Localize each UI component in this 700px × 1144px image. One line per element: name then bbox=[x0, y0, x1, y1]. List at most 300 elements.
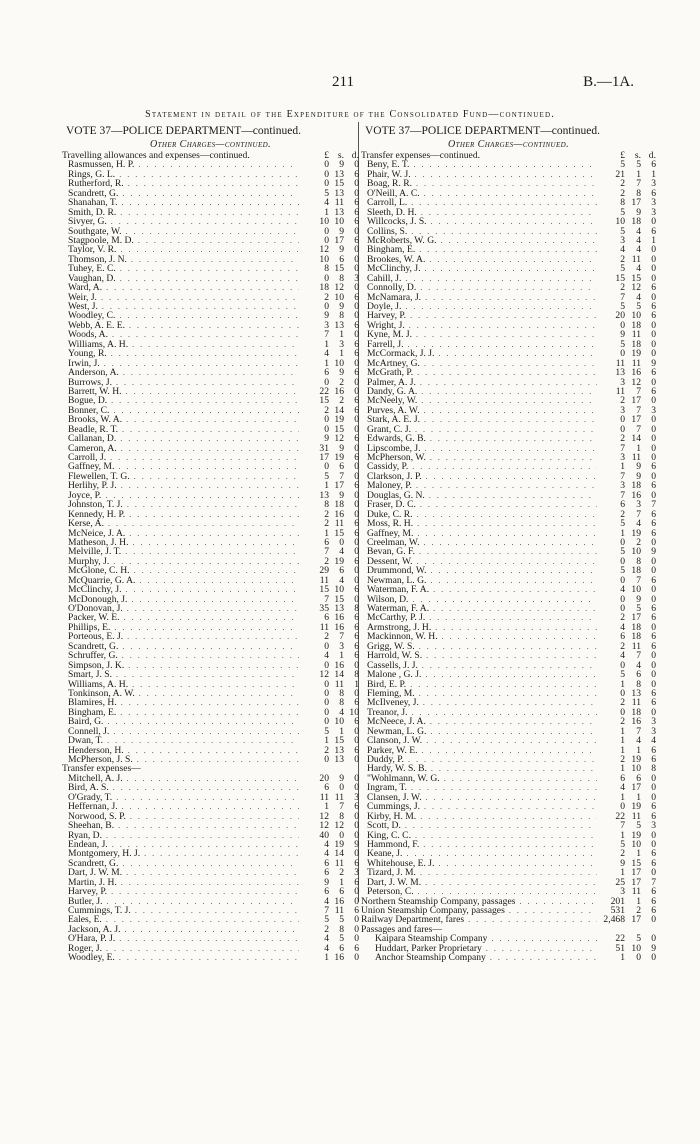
table-row bbox=[62, 387, 359, 396]
table-row bbox=[361, 378, 656, 387]
entry-amount bbox=[597, 812, 656, 821]
entry-amount bbox=[597, 736, 656, 745]
pence: 0 bbox=[354, 547, 359, 557]
entry-amount bbox=[597, 538, 656, 547]
entry-amount bbox=[299, 595, 359, 604]
pounds: 7 bbox=[324, 906, 329, 916]
entry-name: Fraser, D. C. bbox=[367, 500, 416, 510]
pounds: 2,468 bbox=[603, 915, 625, 925]
pence: 6 bbox=[354, 528, 359, 538]
pence: 0 bbox=[651, 453, 656, 463]
table-row bbox=[62, 727, 359, 736]
pence: 0 bbox=[354, 773, 359, 784]
shillings: 11 bbox=[631, 641, 641, 652]
shillings: 8 bbox=[339, 811, 344, 822]
entry-name: Collins, S. bbox=[367, 226, 408, 236]
pounds: 2 bbox=[324, 509, 329, 520]
entry-amount bbox=[597, 802, 656, 811]
entry-amount bbox=[597, 510, 656, 519]
table-row bbox=[62, 613, 359, 622]
section-title: Transfer expenses—continued. bbox=[361, 151, 481, 161]
entry-amount bbox=[299, 840, 359, 849]
table-row bbox=[62, 670, 359, 679]
entry-name: Wright, J. bbox=[367, 320, 405, 331]
pounds: 0 bbox=[324, 707, 329, 718]
entry-name: McClinchy, J. bbox=[367, 264, 421, 274]
entry-name: Bird, A. S. bbox=[68, 783, 109, 793]
entry-amount bbox=[299, 632, 359, 641]
entry-amount bbox=[299, 359, 359, 368]
pence: 6 bbox=[651, 755, 656, 765]
pounds: 2 bbox=[324, 924, 329, 935]
shillings: 13 bbox=[334, 755, 344, 765]
pounds: 15 bbox=[319, 585, 329, 595]
entry-amount bbox=[299, 415, 359, 424]
pounds: 1 bbox=[620, 679, 625, 689]
pence: 6 bbox=[651, 226, 656, 236]
shillings: 7 bbox=[339, 802, 344, 812]
pounds: 5 bbox=[620, 547, 625, 557]
shillings: 18 bbox=[631, 622, 641, 633]
pence: 6 bbox=[354, 906, 359, 916]
entry-name: Clansen, J. W. bbox=[367, 792, 422, 803]
entry-name: Union Steamship Company, passages bbox=[361, 906, 505, 916]
entry-amount bbox=[299, 698, 359, 707]
entry-name: Cameron, A. bbox=[68, 443, 117, 453]
pounds: 0 bbox=[620, 575, 625, 586]
table-row bbox=[62, 859, 359, 868]
statement-title: Statement in detail of the Expenditure of the Consolidated Fund—continued. bbox=[145, 109, 555, 120]
shillings: 11 bbox=[631, 887, 641, 897]
shillings: 8 bbox=[636, 188, 641, 199]
pence: 6 bbox=[354, 556, 359, 567]
pounds: 5 bbox=[324, 915, 329, 925]
pounds: 6 bbox=[324, 887, 329, 897]
table-row bbox=[361, 330, 656, 339]
pence: 0 bbox=[354, 811, 359, 822]
entry-name: Dart, J. W. M. bbox=[68, 868, 123, 878]
pence: 6 bbox=[651, 896, 656, 906]
entry-amount bbox=[299, 491, 359, 500]
entry-amount bbox=[299, 906, 359, 915]
shillings: 10 bbox=[631, 311, 641, 321]
entry-name: Vaughan, D. bbox=[68, 273, 116, 284]
pounds: 201 bbox=[610, 896, 625, 906]
table-row bbox=[62, 255, 359, 264]
shillings: 11 bbox=[631, 254, 641, 265]
table-row bbox=[361, 529, 656, 538]
shillings: 12 bbox=[631, 377, 641, 387]
table-row bbox=[361, 878, 656, 887]
pence: 0 bbox=[651, 377, 656, 387]
table-row bbox=[62, 330, 359, 339]
pence: 6 bbox=[354, 717, 359, 727]
entry-name: Treanor, J. bbox=[367, 707, 408, 718]
table-row bbox=[62, 897, 359, 906]
pounds: 2 bbox=[620, 613, 625, 623]
pounds: 4 bbox=[324, 849, 329, 859]
entry-amount bbox=[597, 849, 656, 858]
shillings: 17 bbox=[631, 415, 641, 425]
table-row bbox=[62, 434, 359, 443]
entry-name: Hammond, F. bbox=[367, 839, 420, 850]
section-title: Transfer expenses— bbox=[62, 764, 141, 774]
shillings: 7 bbox=[636, 509, 641, 520]
shillings: 9 bbox=[339, 245, 344, 255]
shillings: 10 bbox=[631, 547, 641, 557]
shillings: 12 bbox=[631, 283, 641, 293]
entry-name: Woodley, C. bbox=[68, 311, 116, 321]
pounds: 2 bbox=[620, 179, 625, 189]
shillings: 10 bbox=[334, 217, 344, 227]
entry-name: Flewellen, T. G. bbox=[68, 471, 130, 482]
table-row bbox=[361, 670, 656, 679]
shillings: 4 bbox=[636, 245, 641, 255]
entry-name: Phair, W. J. bbox=[367, 169, 411, 180]
entry-name: Shanahan, T. bbox=[68, 198, 118, 208]
pence: 0 bbox=[354, 934, 359, 944]
table-row bbox=[62, 887, 359, 896]
table-row bbox=[361, 632, 656, 641]
table-row bbox=[62, 821, 359, 830]
entry-amount bbox=[597, 680, 656, 689]
entry-amount bbox=[597, 264, 656, 273]
entry-name: McPherson, J. S. bbox=[68, 755, 133, 765]
entry-name: Baird, G. bbox=[68, 717, 104, 727]
section-heading bbox=[361, 925, 656, 934]
pounds: 1 bbox=[620, 953, 625, 963]
pounds: 4 bbox=[324, 198, 329, 208]
pence: 3 bbox=[651, 821, 656, 831]
entry-amount bbox=[597, 821, 656, 830]
pounds: 3 bbox=[620, 405, 625, 416]
table-row bbox=[361, 236, 656, 245]
pence: 3 bbox=[651, 207, 656, 218]
shillings: 0 bbox=[339, 537, 344, 548]
entry-name: Irwin, J. bbox=[68, 358, 100, 369]
table-row bbox=[62, 189, 359, 198]
table-row bbox=[62, 698, 359, 707]
table-row bbox=[62, 651, 359, 660]
table-row bbox=[62, 349, 359, 358]
entry-amount bbox=[299, 293, 359, 302]
table-row bbox=[62, 227, 359, 236]
pounds: 0 bbox=[324, 641, 329, 652]
table-row bbox=[62, 736, 359, 745]
vote-title: VOTE 37—POLICE DEPARTMENT—continued. bbox=[66, 125, 301, 137]
pence: 0 bbox=[651, 217, 656, 227]
pounds: 4 bbox=[620, 783, 625, 793]
entry-amount bbox=[597, 491, 656, 500]
entry-amount bbox=[299, 576, 359, 585]
table-row bbox=[62, 160, 359, 169]
entry-name: Porteous, E. J. bbox=[68, 632, 124, 642]
entry-name: Scott, D. bbox=[367, 821, 401, 831]
shillings: 4 bbox=[339, 707, 344, 718]
table-row bbox=[62, 831, 359, 840]
table-row bbox=[62, 642, 359, 651]
entry-name: Farrell, J. bbox=[367, 339, 404, 350]
entry-name: Connell, J. bbox=[68, 726, 110, 737]
table-row bbox=[361, 831, 656, 840]
entry-amount bbox=[299, 727, 359, 736]
shillings: 15 bbox=[334, 528, 344, 538]
entry-amount bbox=[597, 179, 656, 188]
pounds: 0 bbox=[620, 320, 625, 331]
pounds: 5 bbox=[620, 339, 625, 350]
pounds: 5 bbox=[620, 519, 625, 529]
entry-name: Anchor Steamship Company bbox=[375, 953, 486, 963]
table-row bbox=[62, 170, 359, 179]
entry-amount bbox=[299, 934, 359, 943]
entry-name: Blamires, H. bbox=[68, 698, 117, 708]
shillings: 13 bbox=[334, 745, 344, 755]
entry-name: Mitchell, A. J. bbox=[68, 773, 123, 784]
shillings: 17 bbox=[631, 396, 641, 406]
pence: 9 bbox=[354, 839, 359, 850]
entry-name: McRoberts, W. G. bbox=[367, 235, 437, 246]
shillings: 11 bbox=[631, 330, 641, 340]
pence: 0 bbox=[354, 330, 359, 340]
table-row bbox=[361, 897, 656, 906]
entry-amount bbox=[597, 576, 656, 585]
pounds: 7 bbox=[324, 594, 329, 604]
entry-amount bbox=[299, 453, 359, 462]
entry-amount bbox=[299, 387, 359, 396]
pence: 1 bbox=[651, 169, 656, 180]
entry-amount bbox=[597, 368, 656, 377]
entry-name: O'Grady, T. bbox=[68, 792, 113, 803]
pence: 6 bbox=[354, 698, 359, 708]
entry-name: Rasmussen, H. P. bbox=[68, 160, 135, 170]
table-row bbox=[361, 387, 656, 396]
entry-amount bbox=[299, 613, 359, 622]
table-row bbox=[361, 944, 656, 953]
table-row bbox=[361, 160, 656, 169]
table-row bbox=[361, 906, 656, 915]
pence: 0 bbox=[651, 424, 656, 435]
shillings: 10 bbox=[334, 717, 344, 727]
entry-name: McGlone, C. H. bbox=[68, 566, 130, 576]
pounds: 8 bbox=[620, 198, 625, 208]
entry-amount bbox=[299, 736, 359, 745]
entry-amount bbox=[299, 831, 359, 840]
shillings: 17 bbox=[631, 613, 641, 623]
pence: 6 bbox=[354, 519, 359, 529]
table-row bbox=[361, 444, 656, 453]
table-row bbox=[361, 793, 656, 802]
pence: 0 bbox=[354, 424, 359, 435]
entry-name: Dart, J. W. M. bbox=[367, 877, 422, 888]
shillings: 19 bbox=[631, 528, 641, 538]
entry-amount bbox=[597, 217, 656, 226]
pence: 0 bbox=[651, 915, 656, 925]
shillings: 18 bbox=[631, 217, 641, 227]
table-row bbox=[361, 802, 656, 811]
pence: 6 bbox=[651, 802, 656, 812]
pounds: 4 bbox=[620, 622, 625, 633]
pounds: 5 bbox=[620, 566, 625, 576]
pence: 3 bbox=[651, 198, 656, 208]
entry-name: Cassidy, P. bbox=[367, 462, 409, 472]
table-row bbox=[361, 500, 656, 509]
shillings: 15 bbox=[334, 424, 344, 435]
entry-name: Eales, E. bbox=[68, 915, 102, 925]
entry-amount bbox=[597, 887, 656, 896]
pounds: 15 bbox=[615, 273, 625, 284]
pounds: 7 bbox=[620, 443, 625, 453]
pounds: 0 bbox=[324, 273, 329, 284]
entry-name: Kirby, H. M. bbox=[367, 811, 417, 822]
shillings: 2 bbox=[339, 377, 344, 387]
pence: 0 bbox=[651, 566, 656, 576]
pounds: 18 bbox=[319, 283, 329, 293]
shillings: 0 bbox=[339, 830, 344, 840]
pounds: 1 bbox=[620, 868, 625, 878]
table-row bbox=[62, 925, 359, 934]
pounds: 0 bbox=[324, 679, 329, 689]
entry-amount bbox=[299, 915, 359, 924]
shillings: 4 bbox=[339, 575, 344, 586]
entry-name: Joyce, P. bbox=[68, 490, 102, 501]
pence: 0 bbox=[651, 443, 656, 453]
shillings: 4 bbox=[636, 264, 641, 274]
pounds: 7 bbox=[324, 547, 329, 557]
table-row bbox=[361, 736, 656, 745]
table-row bbox=[62, 538, 359, 547]
pence: 0 bbox=[651, 773, 656, 784]
pounds: 2 bbox=[620, 254, 625, 265]
pounds: 6 bbox=[324, 868, 329, 878]
pounds: 1 bbox=[620, 528, 625, 538]
pounds: 0 bbox=[620, 349, 625, 359]
pounds: 0 bbox=[324, 377, 329, 387]
entry-name: Sheehan, B. bbox=[68, 821, 115, 831]
entry-amount bbox=[597, 359, 656, 368]
table-row bbox=[62, 906, 359, 915]
shillings: 6 bbox=[339, 566, 344, 576]
pence: 9 bbox=[651, 943, 656, 954]
entry-name: Scandrett, G. bbox=[68, 188, 119, 199]
shillings: 7 bbox=[339, 471, 344, 482]
entry-amount bbox=[299, 330, 359, 339]
table-row bbox=[62, 557, 359, 566]
table-row bbox=[62, 274, 359, 283]
table-row bbox=[361, 642, 656, 651]
shillings: 9 bbox=[339, 302, 344, 312]
pounds: 4 bbox=[324, 896, 329, 906]
table-row bbox=[62, 878, 359, 887]
table-row bbox=[361, 198, 656, 207]
shillings: 11 bbox=[334, 858, 344, 869]
table-row bbox=[361, 519, 656, 528]
shillings: 19 bbox=[334, 415, 344, 425]
shillings: 11 bbox=[334, 679, 344, 689]
table-row bbox=[62, 661, 359, 670]
entry-amount bbox=[299, 774, 359, 783]
entry-name: Grigg, W. S. bbox=[367, 641, 415, 652]
entry-amount bbox=[299, 264, 359, 273]
pounds: 9 bbox=[620, 858, 625, 869]
pounds: 0 bbox=[324, 302, 329, 312]
pounds: 0 bbox=[620, 802, 625, 812]
entry-name: Carroll, L. bbox=[367, 198, 408, 208]
entry-amount bbox=[299, 849, 359, 858]
pounds: 5 bbox=[620, 207, 625, 218]
table-row bbox=[361, 812, 656, 821]
entry-name: Weir, J. bbox=[68, 292, 97, 302]
table-row bbox=[361, 510, 656, 519]
entry-name: Malone , G. J. bbox=[367, 670, 422, 680]
pounds: 4 bbox=[324, 943, 329, 954]
entry-name: Clarkson, J. P. bbox=[367, 471, 422, 482]
pence: 0 bbox=[354, 821, 359, 831]
shillings: 6 bbox=[636, 773, 641, 784]
pounds: 2 bbox=[324, 519, 329, 529]
entry-name: Connolly, D. bbox=[367, 283, 417, 293]
pence: 6 bbox=[354, 368, 359, 378]
shillings: 17 bbox=[334, 235, 344, 246]
entry-name: Harvey, P. bbox=[68, 887, 108, 897]
shillings: 13 bbox=[334, 169, 344, 180]
pence: 6 bbox=[354, 641, 359, 652]
table-row bbox=[361, 953, 656, 962]
entry-amount bbox=[597, 642, 656, 651]
entry-amount bbox=[299, 783, 359, 792]
entry-amount bbox=[299, 604, 359, 613]
shillings: 9 bbox=[339, 368, 344, 378]
shillings: 1 bbox=[636, 849, 641, 859]
entry-name: Cummings, T. J. bbox=[68, 906, 131, 916]
pence: 3 bbox=[354, 792, 359, 803]
entry-name: Drummond, W. bbox=[367, 566, 427, 576]
entry-name: Keane, J. bbox=[367, 849, 403, 859]
entry-name: Lipscombe, J. bbox=[367, 443, 421, 453]
pence: 6 bbox=[354, 198, 359, 208]
table-row bbox=[62, 378, 359, 387]
entry-amount bbox=[597, 529, 656, 538]
entry-name: McCormack, J. J. bbox=[367, 349, 435, 359]
pounds: 51 bbox=[615, 943, 625, 954]
pounds: 2 bbox=[324, 405, 329, 416]
table-row bbox=[62, 340, 359, 349]
table-row bbox=[361, 311, 656, 320]
table-row bbox=[361, 264, 656, 273]
pounds: 2 bbox=[620, 434, 625, 444]
shillings: 11 bbox=[334, 519, 344, 529]
shillings: 8 bbox=[339, 688, 344, 699]
entry-amount bbox=[597, 595, 656, 604]
entry-name: Heffernan, J. bbox=[68, 802, 118, 812]
shillings: 1 bbox=[636, 896, 641, 906]
page-reference: B.—1A. bbox=[583, 74, 634, 90]
pence: 6 bbox=[354, 745, 359, 755]
pence: 8 bbox=[651, 764, 656, 774]
entry-name: Waterman, F. A. bbox=[367, 604, 430, 614]
entry-name: Simpson, J. K. bbox=[68, 660, 125, 671]
entry-amount bbox=[299, 689, 359, 698]
shillings: 6 bbox=[339, 943, 344, 954]
other-charges-heading: Other Charges—continued. bbox=[150, 139, 271, 150]
entry-name: Woodley, E. bbox=[68, 953, 115, 963]
pounds: 2 bbox=[620, 755, 625, 765]
table-row bbox=[361, 302, 656, 311]
entry-amount bbox=[299, 897, 359, 906]
pounds: 2 bbox=[620, 698, 625, 708]
pence: 0 bbox=[354, 311, 359, 321]
table-row bbox=[361, 821, 656, 830]
shillings: 4 bbox=[636, 519, 641, 529]
